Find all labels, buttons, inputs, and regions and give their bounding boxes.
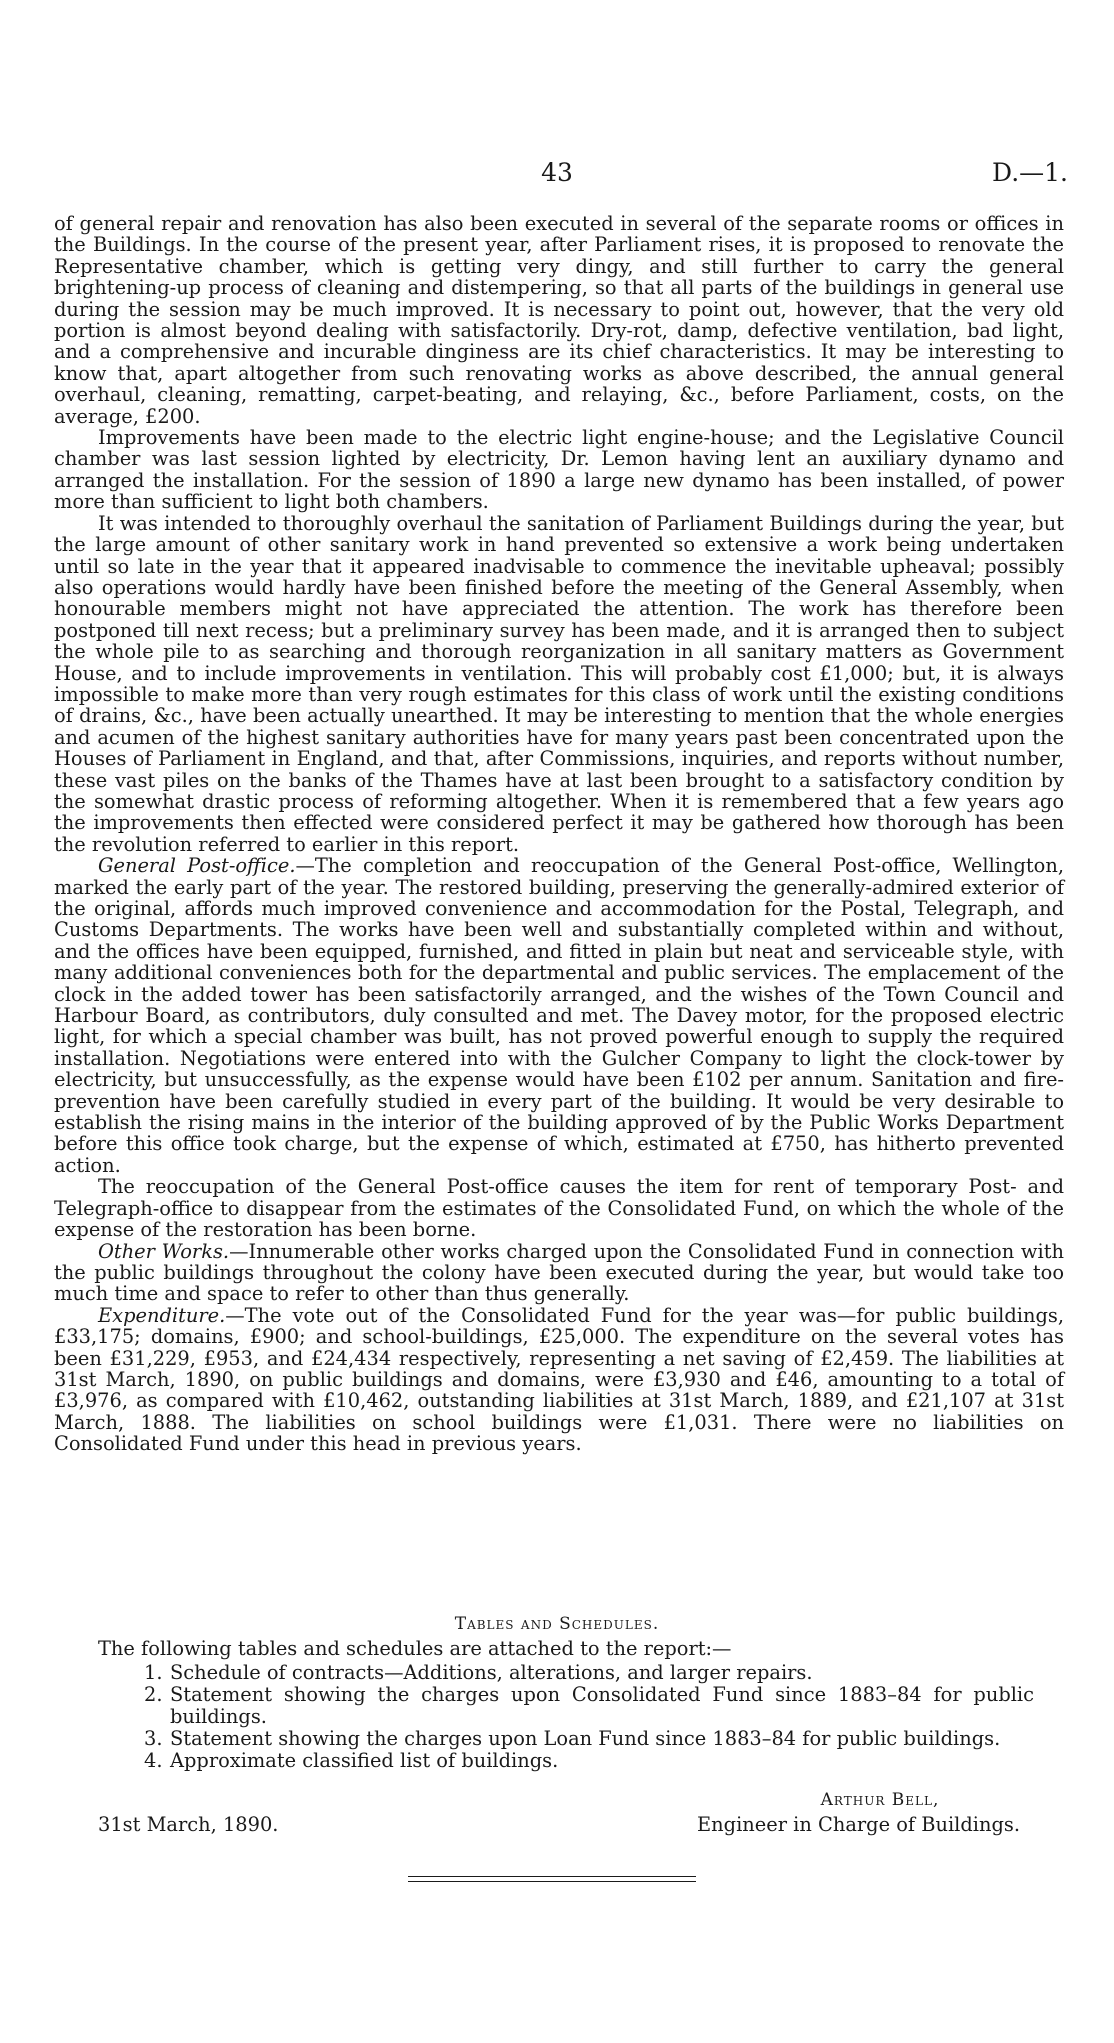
paragraph-expenditure: Expenditure.—The vote out of the Consolidated Fund for the year was—for public buildings, £33,175; domains, £900; and school-buildings, £25,000. The expenditure on the several votes has been £31,229, £953, and £24,434 respectively, representing a net saving of £2,459. The liabilities at 31st March, 1890, on public buildings and domains, were £3,930 and £46, amounting to a total of £3,976, as compared with £10,462, outstanding liabilities at 31st March, 1889, and £21,107 at 31st March, 1888. The liabilities on school buildings were £1,031. There were no liabilities on Consolidated Fund under this head in previous years. bbox=[54, 1303, 1064, 1456]
schedule-list bbox=[144, 1662, 1034, 1772]
paragraph-renovation: of general repair and renovation has also been executed in several of the separate rooms or offices in the Buildings. In the course of the present year, after Parliament rises, it is proposed to renovate the Representative chamber, which is getting very dingy, and still further to carry the general brightening-up process of cleaning and distempering, so that all parts of the buildings in general use during the session may be much improved. It is necessary to point out, however, that the very old portion is almost beyond dealing with satisfactorily. Dry-rot, damp, defective ventilation, bad light, and a comprehensive and incurable dinginess are its chief characteristics. It may be interesting to know that, apart altogether from such renovating works as above described, the annual general overhaul, cleaning, rematting, carpet-beating, and relaying, &c., before Parliament, costs, on the average, £200. bbox=[54, 212, 1064, 428]
list-item: 1. Schedule of contracts—Additions, alterations, and larger repairs. bbox=[144, 1661, 813, 1684]
list-item: 4. Approximate classified list of buildings. bbox=[144, 1749, 559, 1772]
list-item: 3. Statement showing the charges upon Loan Fund since 1883–84 for public buildings. bbox=[144, 1727, 1001, 1750]
section-lead-expenditure: Expenditure. bbox=[98, 1303, 226, 1327]
tables-intro: The following tables and schedules are attached to the report:— bbox=[98, 1637, 732, 1660]
report-body bbox=[54, 213, 1064, 1455]
tables-heading: Tables and Schedules. bbox=[454, 1614, 660, 1634]
closing-rule-top bbox=[408, 1876, 696, 1877]
paragraph-electric-light: Improvements have been made to the electric light engine-house; and the Legislative Council chamber was last session lighted by electricity, Dr. Lemon having lent an auxiliary dynamo and arranged the installation. For the session of 1890 a large new dynamo has been installed, of power more than sufficient to light both chambers. bbox=[54, 426, 1064, 514]
report-date: 31st March, 1890. bbox=[98, 1813, 279, 1836]
signatory-title: Engineer in Charge of Buildings. bbox=[697, 1813, 1020, 1836]
section-lead-other-works: Other Works. bbox=[98, 1239, 230, 1263]
section-lead-post-office: General Post-office. bbox=[98, 854, 296, 878]
signatory-name: Arthur Bell, bbox=[820, 1790, 940, 1810]
document-reference: D.—1. bbox=[992, 158, 1068, 187]
closing-rule-bottom bbox=[408, 1881, 696, 1882]
paragraph-sanitation: It was intended to thoroughly overhaul the sanitation of Parliament Buildings during the year, but the large amount of other sanitary work in hand prevented so extensive a work being undertaken until so late in the year that it appeared inadvisable to commence the inevitable upheaval; possibly also operations would hardly have been finished before the meeting of the General Assembly, when honourable members might not have appreciated the attention. The work has therefore been postponed till next recess; but a preliminary survey has been made, and it is arranged then to subject the whole pile to as searching and thorough reorganization in all sanitary matters as Government House, and to include improvements in ventilation. This will probably cost £1,000; but, it is always impossible to make more than very rough estimates for this class of work until the existing conditions of drains, &c., have been actually unearthed. It may be interesting to mention that the whole energies and acumen of the highest sanitary authorities have for many years past been concentrated upon the Houses of Parliament in England, and that, after Commissions, inquiries, and reports without number, these vast piles on the banks of the Thames have at last been brought to a satisfactory condition by the somewhat drastic process of reforming altogether. When it is remembered that a few years ago the improvements then effected were considered perfect it may be gathered how thorough has been the revolution referred to earlier in this report. bbox=[54, 511, 1064, 856]
paragraph-general-post-office: General Post-office.—The completion and reoccupation of the General Post-office, Wellington, marked the early part of the year. The restored building, preserving the generally-admired exterior of the original, affords much improved convenience and accommodation for the Postal, Telegraph, and Customs Departments. The works have been well and substantially completed within and without, and the offices have been equipped, furnished, and fitted in plain but neat and serviceable style, with many additional conveniences both for the departmental and public services. The emplacement of the clock in the added tower has been satisfactorily arranged, and the wishes of the Town Council and Harbour Board, as contributors, duly consulted and met. The Davey motor, for the proposed electric light, for which a special chamber was built, has not proved powerful enough to supply the required installation. Negotiations were entered into with the Gulcher Company to light the clock-tower by electricity, but unsuccessfully, as the expense would have been £102 per annum. Sanitation and fire-prevention have been carefully studied in every part of the building. It would be very desirable to establish the rising mains in the interior of the building approved of by the Public Works Department before this office took charge, but the expense of which, estimated at £750, has hitherto prevented action. bbox=[54, 854, 1064, 1177]
paragraph-reoccupation: The reoccupation of the General Post-office causes the item for rent of temporary Post- and Telegraph-office to disappear from the estimates of the Consolidated Fund, on which the whole of the expense of the restoration has been borne. bbox=[54, 1175, 1064, 1242]
list-item: 2. Statement showing the charges upon Consolidated Fund since 1883–84 for public buildings. bbox=[144, 1683, 1034, 1728]
paragraph-other-works: Other Works.—Innumerable other works charged upon the Consolidated Fund in connection with the public buildings throughout the colony have been executed during the year, but would take too much time and space to refer to other than thus generally. bbox=[54, 1239, 1064, 1306]
page-number: 43 bbox=[541, 158, 573, 187]
